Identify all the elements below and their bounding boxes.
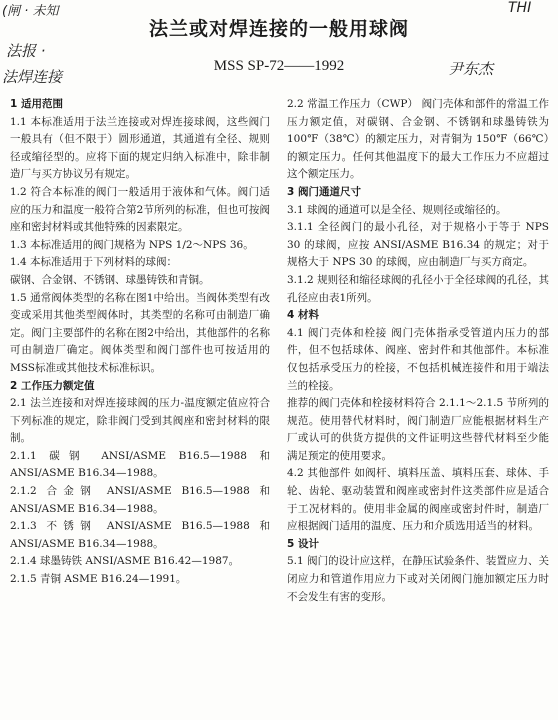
handwritten-note: 法焊连接 bbox=[2, 68, 63, 86]
paragraph: 4.1 阀门壳体和栓接 阀门壳体指承受管道内压力的部件，但不包括球体、阀座、密封件和其他部件。本标准仅包括承受压力的栓接，不包括机械连接件和用于端法兰的栓接。 bbox=[287, 326, 549, 392]
section-heading: 4 材料 bbox=[287, 309, 319, 322]
paragraph: 2.1.1 碳钢 ANSI/ASME B16.5—1988 和 ANSI/ASME B16.34—1988。 bbox=[10, 449, 270, 480]
section-heading: 3 阀门通道尺寸 bbox=[287, 185, 361, 198]
paragraph: 3.1.2 规则径和缩径球阀的孔径小于全径球阀的孔径，其孔径应由表1所列。 bbox=[287, 273, 549, 304]
paragraph: 2.1.3 不锈钢 ANSI/ASME B16.5—1988 和 ANSI/ASME B16.34—1988。 bbox=[10, 520, 270, 550]
paragraph: 碳钢、合金钢、不锈钢、球墨铸铁和青铜。 bbox=[10, 273, 210, 286]
paragraph: 2.1.5 青铜 ASME B16.24—1991。 bbox=[10, 573, 187, 586]
paragraph: 4.2 其他部件 如阀杆、填料压盖、填料压套、球体、手轮、齿轮、驱动装置和阀座或密封件这类部件应是适合于工况材料的。使用非金属的阀座或密封件时，制造厂应根据阀门适用的温度、压力和介质选用适当的材料。 bbox=[287, 467, 549, 533]
paragraph: 2.1.2 合金钢 ANSI/ASME B16.5—1988 和 ANSI/ASME B16.34—1988。 bbox=[10, 485, 270, 515]
paragraph: 1.5 通常阀体类型的名称在图1中给出。当阀体类型有改变或采用其他类型阀体时，其类型的名称可由制造厂确定。阀门主要部件的名称在图2中给出，其他部件的名称可由制造厂确定。阀体类型和阀门部件也可按适用的MSS标准或其他技术标准标识。 bbox=[10, 291, 270, 374]
paragraph: 推荐的阀门壳体和栓接材料符合 2.1.1～2.1.5 节所列的规范。使用替代材料时，阀门制造厂应能根据材料生产厂或认可的供货方提供的文件证明这些替代材料至少能满足预定的使用要求。 bbox=[287, 397, 549, 462]
paragraph: 1.4 本标准适用于下列材料的球阀： bbox=[10, 256, 178, 269]
handwritten-signature: 尹东杰 bbox=[448, 60, 494, 78]
section-heading: 1 适用范围 bbox=[10, 98, 63, 110]
paragraph: 5.1 阀门的设计应这样，在静压试验条件、装置应力、关闭应力和管道作用应力下或对关闭阀门施加额定压力时不会发生有害的变形。 bbox=[287, 555, 549, 603]
paragraph: 2.1.4 球墨铸铁 ANSI/ASME B16.42—1987。 bbox=[10, 555, 240, 568]
handwritten-note: (闸 · 未知 bbox=[2, 4, 59, 19]
document-title: 法兰或对焊连接的一般用球阀 bbox=[148, 18, 409, 40]
section-heading: 5 设计 bbox=[287, 537, 319, 550]
paragraph: 2.2 常温工作压力（CWP） 阀门壳体和部件的常温工作压力额定值，对碳钢、合金钢、不锈钢和球墨铸铁为 100℉（38℃）的额定压力，对青铜为 150℉（66℃）的额定压力。任何其他温度下的最大工作压力不应超过这个额定压力。 bbox=[287, 98, 549, 181]
left-column bbox=[10, 96, 270, 716]
right-column bbox=[287, 96, 549, 716]
paragraph: 1.2 符合本标准的阀门一般适用于液体和气体。阀门适应的压力和温度一般符合第2节所列的标准，但也可按阀座和密封材料或其他特殊的因素限定。 bbox=[10, 185, 270, 234]
paragraph: 1.3 本标准适用的阀门规格为 NPS 1/2～NPS 36。 bbox=[10, 238, 254, 251]
paragraph: 3.1.1 全径阀门的最小孔径，对于规格小于等于 NPS 30 的球阀，应按 ANSI/ASME B16.34 的规定；对于规格大于 NPS 30 的球阀，应由制造厂与买方商定。 bbox=[287, 221, 549, 269]
paragraph: 1.1 本标准适用于法兰连接或对焊连接球阀，这些阀门一般具有（但不限于）圆形通道，其通道有全径、规则径或缩径型的。应将下面的规定归纳入标准中，除非制造厂与买方协议另有规定。 bbox=[10, 115, 270, 181]
standard-number: MSS SP-72——1992 bbox=[213, 58, 345, 74]
paragraph: 3.1 球阀的通道可以是全径、规则径或缩径的。 bbox=[287, 203, 507, 216]
handwritten-note: THI bbox=[508, 0, 532, 16]
handwritten-note: 法报 · bbox=[6, 42, 46, 60]
section-heading: 2 工作压力额定值 bbox=[10, 379, 95, 392]
paragraph: 2.1 法兰连接和对焊连接球阀的压力-温度额定值应符合下列标准的规定，除非阀门受到其阀座和密封材料的限制。 bbox=[10, 397, 270, 445]
